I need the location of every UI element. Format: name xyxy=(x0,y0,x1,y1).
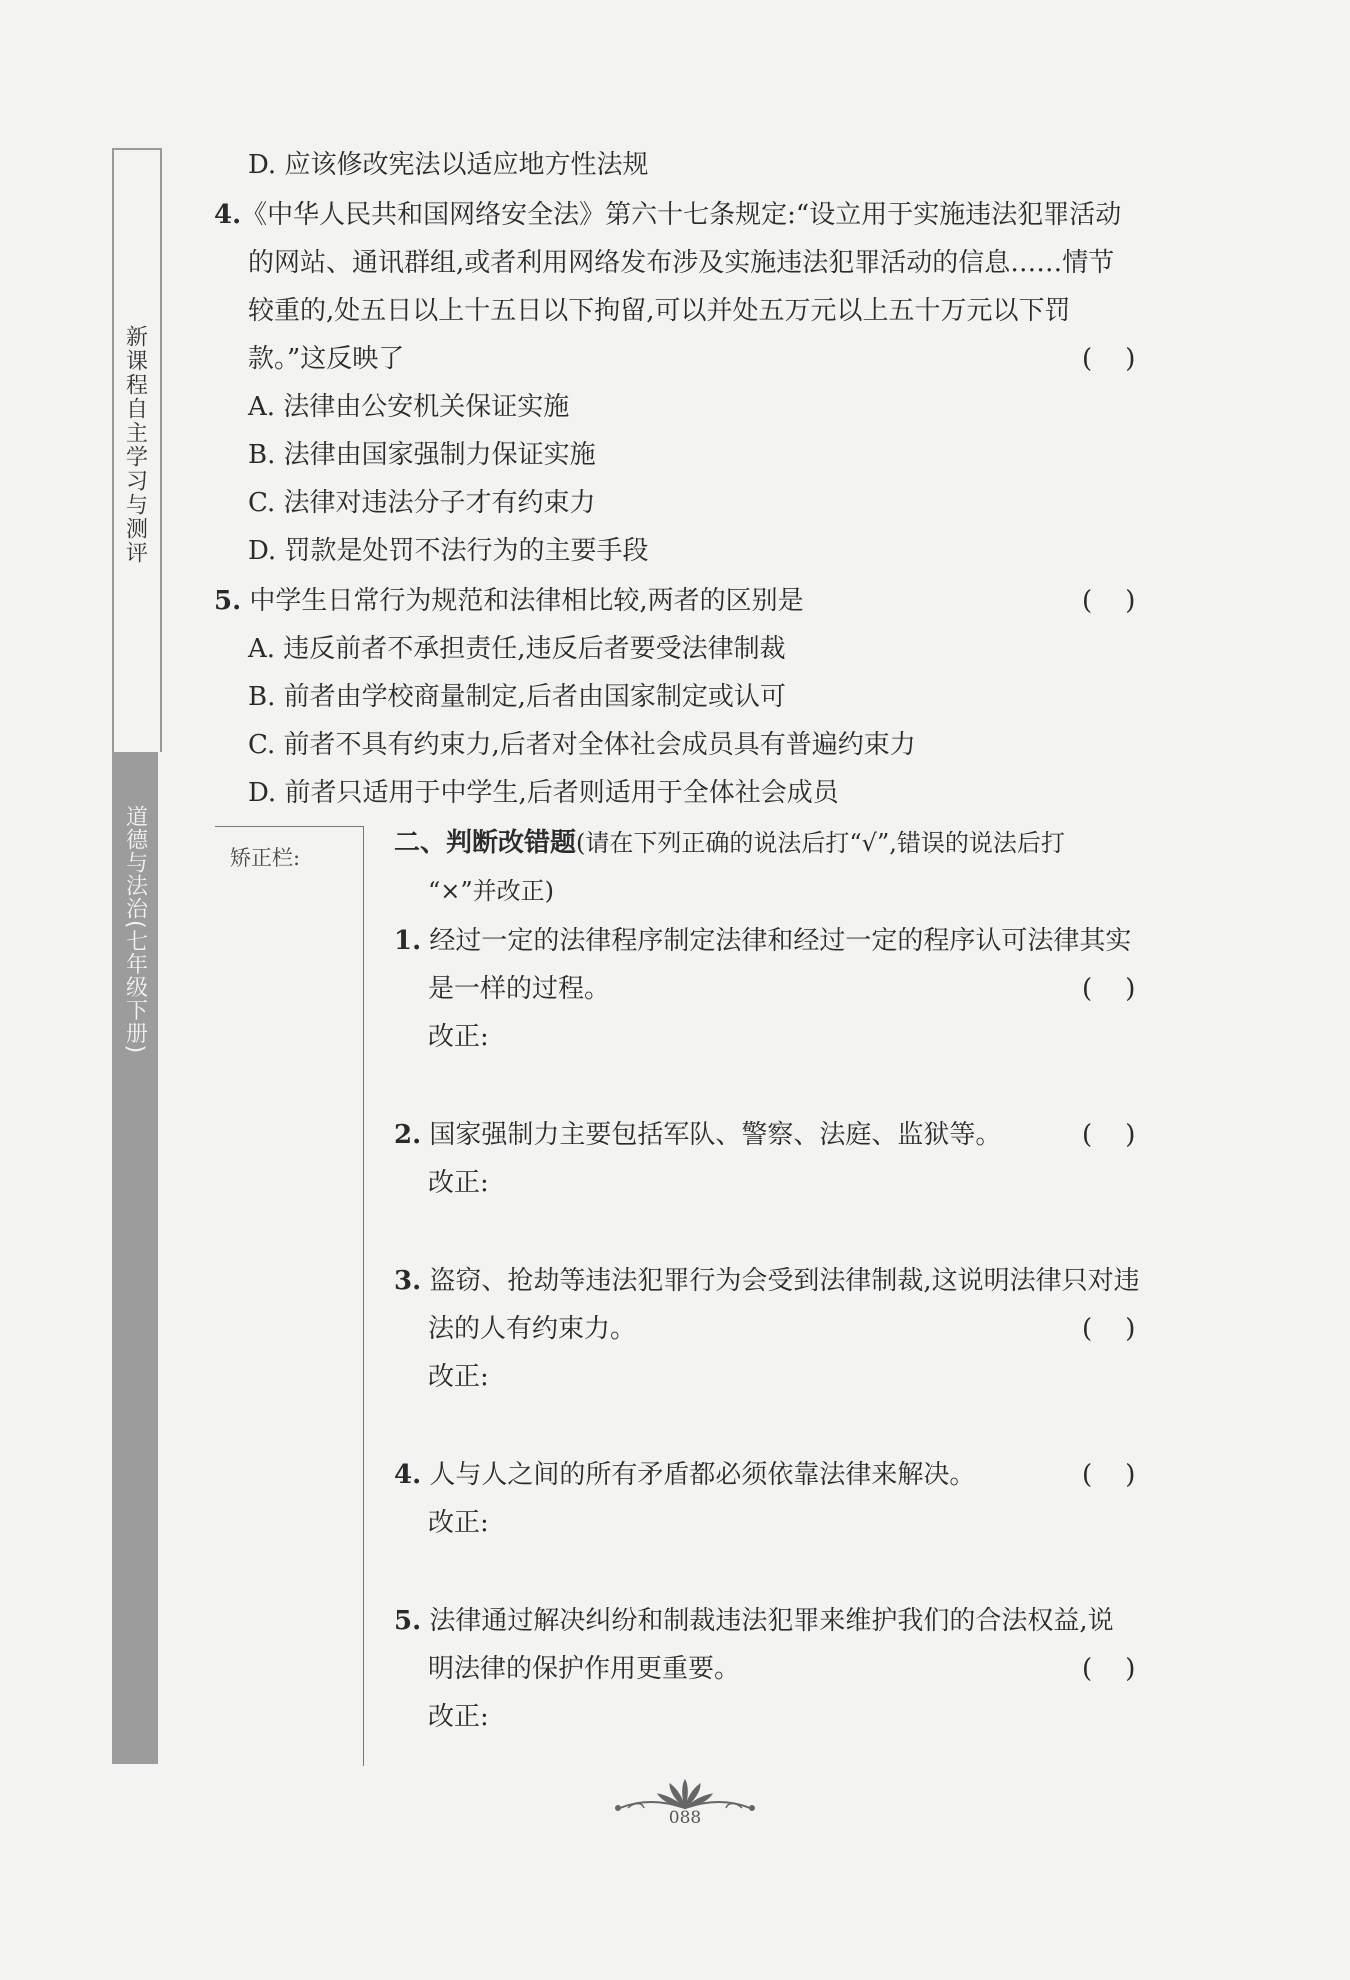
q4-text-1: 《中华人民共和国网络安全法》第六十七条规定:“设立用于实施违法犯罪活动 xyxy=(241,200,1122,230)
q4-option-d: D. 罚款是处罚不法行为的主要手段 xyxy=(248,536,649,566)
judge-item-3-number: 3. xyxy=(394,1266,422,1296)
q4-answer-blank[interactable]: ( ) xyxy=(1082,344,1136,374)
q5-option-a: A. 违反前者不承担责任,违反后者要受法律制裁 xyxy=(248,634,786,664)
q5-option-d: D. 前者只适用于中学生,后者则适用于全体社会成员 xyxy=(248,778,839,808)
judge-item-1-line-1 xyxy=(394,924,1131,958)
judge-item-5-answer-blank[interactable]: ( ) xyxy=(1082,1654,1136,1684)
side-tab-series-title: 新课程自主学习与测评 xyxy=(122,325,148,565)
side-tab-book-title: 道德与法治(七年级下册) xyxy=(122,805,148,1055)
q4-line-2: 的网站、通讯群组,或者利用网络发布涉及实施违法犯罪活动的信息……情节 xyxy=(248,248,1115,278)
judge-item-3-line-1 xyxy=(394,1264,1140,1298)
judge-item-4-fix-label: 改正: xyxy=(428,1508,489,1538)
judge-item-3-line-2: 法的人有约束力。 xyxy=(428,1314,637,1344)
judge-item-2-text-1: 国家强制力主要包括军队、警察、法庭、监狱等。 xyxy=(429,1120,1002,1150)
judge-item-3-text-1: 盗窃、抢劫等违法犯罪行为会受到法律制裁,这说明法律只对违 xyxy=(429,1266,1140,1296)
correction-column-divider xyxy=(363,826,364,1766)
q4-option-b: B. 法律由国家强制力保证实施 xyxy=(248,440,596,470)
judge-item-1-fix-label: 改正: xyxy=(428,1022,489,1052)
correction-column-top-rule xyxy=(215,826,363,827)
judge-item-2-number: 2. xyxy=(394,1120,422,1150)
q5-text-1: 中学生日常行为规范和法律相比较,两者的区别是 xyxy=(249,586,804,616)
q4-line-3: 较重的,处五日以上十五日以下拘留,可以并处五万元以上五十万元以下罚 xyxy=(248,296,1071,326)
judge-item-1-text-1: 经过一定的法律程序制定法律和经过一定的程序认可法律其实 xyxy=(429,926,1132,956)
judge-item-5-text-1: 法律通过解决纠纷和制裁违法犯罪来维护我们的合法权益,说 xyxy=(429,1606,1114,1636)
page-number: 088 xyxy=(668,1808,702,1828)
judge-item-3-fix-label: 改正: xyxy=(428,1362,489,1392)
judge-item-2-fix-label: 改正: xyxy=(428,1168,489,1198)
judge-item-4-line-1 xyxy=(394,1458,975,1492)
q3-option-d: D. 应该修改宪法以适应地方性法规 xyxy=(248,150,649,180)
q5-line-1 xyxy=(214,584,804,618)
judge-item-4-number: 4. xyxy=(394,1460,422,1490)
section2-instruction-1: (请在下列正确的说法后打“√”,错误的说法后打 xyxy=(576,829,1065,857)
q5-option-b: B. 前者由学校商量制定,后者由国家制定或认可 xyxy=(248,682,786,712)
q4-option-c: C. 法律对违法分子才有约束力 xyxy=(248,488,596,518)
judge-item-5-line-1 xyxy=(394,1604,1114,1638)
section2-instruction-2: “×”并改正) xyxy=(428,877,555,905)
judge-item-1-line-2: 是一样的过程。 xyxy=(428,974,611,1004)
section2-title: 二、判断改错题 xyxy=(394,828,577,858)
judge-item-4-answer-blank[interactable]: ( ) xyxy=(1082,1460,1136,1490)
q5-number: 5. xyxy=(214,586,242,616)
q4-option-a: A. 法律由公安机关保证实施 xyxy=(248,392,570,422)
judge-item-2-answer-blank[interactable]: ( ) xyxy=(1082,1120,1136,1150)
judge-item-5-line-2: 明法律的保护作用更重要。 xyxy=(428,1654,741,1684)
judge-item-3-answer-blank[interactable]: ( ) xyxy=(1082,1314,1136,1344)
q5-option-c: C. 前者不具有约束力,后者对全体社会成员具有普遍约束力 xyxy=(248,730,916,760)
q4-number: 4. xyxy=(214,200,242,230)
judge-item-5-fix-label: 改正: xyxy=(428,1702,489,1732)
judge-item-5-number: 5. xyxy=(394,1606,422,1636)
judge-item-1-number: 1. xyxy=(394,926,422,956)
judge-item-1-answer-blank[interactable]: ( ) xyxy=(1082,974,1136,1004)
q4-line-4: 款。”这反映了 xyxy=(248,344,405,374)
correction-column-label: 矫正栏: xyxy=(230,846,301,870)
section2-heading xyxy=(394,826,1065,860)
q4-line-1 xyxy=(214,198,1121,232)
judge-item-2-line-1 xyxy=(394,1118,1001,1152)
q5-answer-blank[interactable]: ( ) xyxy=(1082,586,1136,616)
judge-item-4-text-1: 人与人之间的所有矛盾都必须依靠法律来解决。 xyxy=(429,1460,976,1490)
